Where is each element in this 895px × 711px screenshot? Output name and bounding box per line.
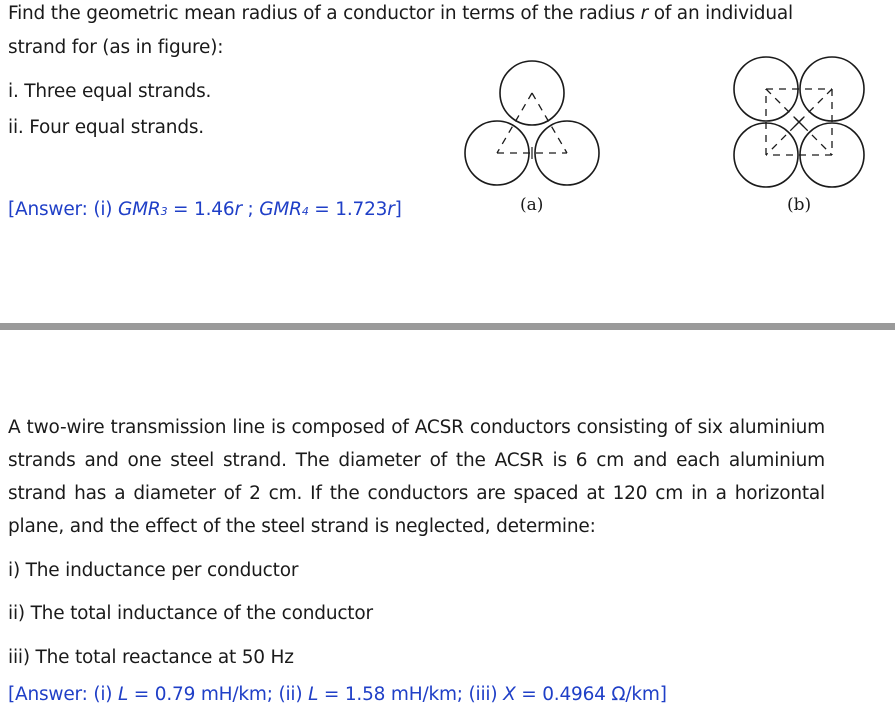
- center-x-mark: [795, 118, 803, 126]
- problem2-line4: plane, and the effect of the steel strand is neglected, determine:: [8, 516, 596, 537]
- problem2-item-total-inductance: ii) The total inductance of the conductor: [8, 603, 373, 624]
- problem2-item-total-reactance: iii) The total reactance at 50 Hz: [8, 647, 294, 668]
- problem1-line2: strand for (as in figure):: [8, 37, 224, 58]
- radius-variable: r: [640, 3, 649, 24]
- problem1-line1: Find the geometric mean radius of a conductor in terms of the radius r of an individual: [8, 3, 793, 24]
- problem1-answer: [Answer: (i) GMR3 = 1.46r ; GMR4 = 1.723r]: [8, 199, 402, 220]
- problem2-item-inductance-per-conductor: i) The inductance per conductor: [8, 560, 299, 581]
- problem1-item-three-strands: i. Three equal strands.: [8, 81, 212, 102]
- figure-four-strands: [730, 55, 870, 191]
- figure-a-label: (a): [520, 195, 544, 215]
- figure-b-label: (b): [787, 195, 812, 215]
- problem2-line3: strand has a diameter of 2 cm. If the conductors are spaced at 120 cm in a horizontal: [8, 483, 825, 504]
- problem2-line1: A two-wire transmission line is composed of ACSR conductors consisting of six aluminium: [8, 417, 825, 438]
- section-divider: [0, 323, 895, 330]
- problem1-item-four-strands: ii. Four equal strands.: [8, 117, 204, 138]
- problem2-answer: [Answer: (i) L = 0.79 mH/km; (ii) L = 1.58 mH/km; (iii) X = 0.4964 Ω/km]: [8, 684, 667, 705]
- figure-three-strands: [460, 58, 605, 193]
- problem2-line2: strands and one steel strand. The diameter of the ACSR is 6 cm and each aluminium: [8, 450, 825, 471]
